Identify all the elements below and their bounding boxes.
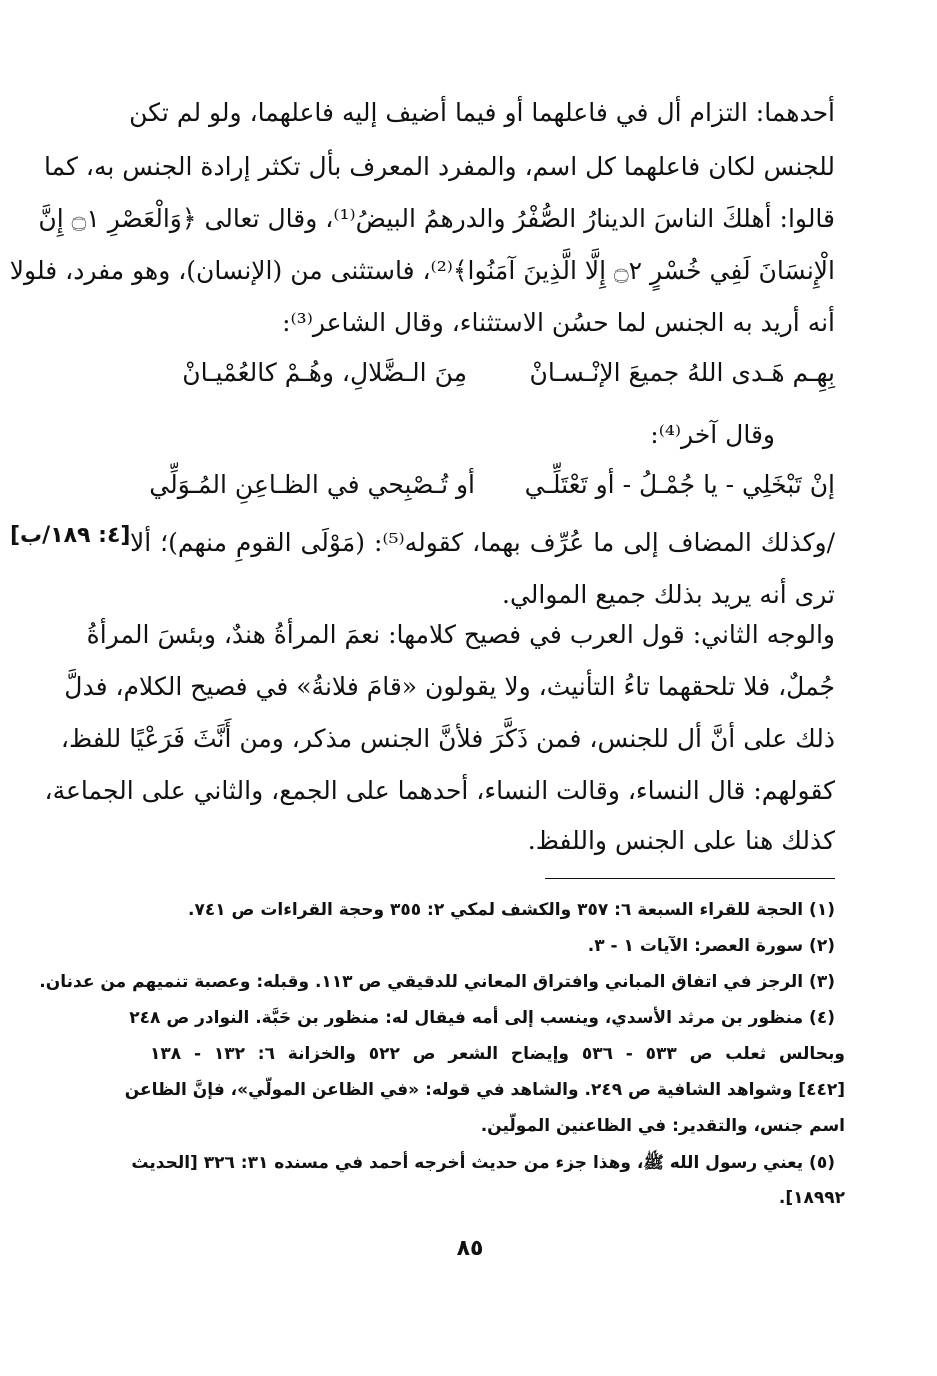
footnote-separator bbox=[545, 878, 835, 879]
footnote-4-line-2: وبحالس ثعلب ص ٥٣٣ - ٥٣٦ وإيضاح الشعر ص ٥٢٢ والخزانة ٦: ١٣٢ - ١٣٨ bbox=[150, 1044, 845, 1064]
body-line-8: والوجه الثاني: قول العرب في فصيح كلامها: نعمَ المرأةُ هندٌ، وبئسَ المرأةُ bbox=[86, 620, 835, 649]
footnote-5-line-1: (٥) يعني رسول الله ﷺ، وهذا جزء من حديث أخرجه أحمد في مسنده ٣١: ٣٢٦ [الحديث bbox=[131, 1153, 835, 1173]
body-line-7: ترى أنه يريد بذلك جميع الموالي. bbox=[502, 580, 835, 609]
body-line-4: الْإِنسَانَ لَفِي خُسْرٍ ۝٢ إِلَّا الَّذِينَ آمَنُوا﴾⁽²⁾، فاستثنى من (الإنسان)، وهو مفرد، فلولا bbox=[9, 256, 835, 285]
footnote-4-line-1: (٤) منظور بن مرثد الأسدي، وينسب إلى أمه فيقال له: منظور بن حَبَّة. النوادر ص ٢٤٨ bbox=[129, 1008, 835, 1028]
footnote-4-line-4: اسم جنس، والتقدير: في الظاعنين المولّين. bbox=[480, 1116, 845, 1136]
footnote-1: (١) الحجة للقراء السبعة ٦: ٣٥٧ والكشف لمكي ٢: ٣٥٥ وحجة القراءات ص ٧٤١. bbox=[188, 900, 835, 920]
body-line-12: كذلك هنا على الجنس واللفظ. bbox=[527, 826, 835, 855]
footnote-4-line-3: [٤٤٢] وشواهد الشافية ص ٢٤٩. والشاهد في قوله: «في الظاعن المولّي»، فإنَّ الظاعن bbox=[124, 1080, 845, 1100]
verse-2-first-hemistich: إنْ تَبْخَلِي - يا جُمْـلُ - أو تَعْتَلِّـي bbox=[524, 470, 835, 499]
footnote-5-line-2: ١٨٩٩٢]. bbox=[778, 1188, 845, 1208]
footnote-3: (٣) الرجز في اتفاق المباني وافتراق المعاني للدقيقي ص ١١٣. وقبله: وعصبة تنميهم من عدنان. bbox=[39, 972, 835, 992]
body-line-2: للجنس لكان فاعلهما كل اسم، والمفرد المعرف بأل تكثر إرادة الجنس به، كما bbox=[43, 152, 835, 181]
body-line-1: أحدهما: التزام أل في فاعلهما أو فيما أضيف إليه فاعلهما، ولو لم تكن bbox=[129, 98, 835, 127]
body-line-5: أنه أريد به الجنس لما حسُن الاستثناء، وقال الشاعر⁽³⁾: bbox=[282, 308, 835, 337]
page-number: ٨٥ bbox=[456, 1236, 484, 1261]
another-poet-line: وقال آخر⁽⁴⁾: bbox=[650, 420, 775, 449]
body-line-10: ذلك على أنَّ أل للجنس، فمن ذَكَّرَ فلأنَّ الجنس مذكر، ومن أَنَّثَ فَرَعْيًا للفظ، bbox=[60, 724, 835, 753]
verse-1-first-hemistich: بِهِـم هَـدى اللهُ جميعَ الإنْـسـانْ bbox=[529, 358, 835, 387]
verse-1-second-hemistich: مِنَ الـضَّلالِ، وهُـمْ كالعُمْيـانْ bbox=[182, 358, 467, 387]
body-line-6: /وكذلك المضاف إلى ما عُرِّف بهما، كقوله⁽⁵⁾: (مَوْلَى القومِ منهم)؛ ألا bbox=[130, 528, 835, 557]
body-line-9: جُملٌ، فلا تلحقهما تاءُ التأنيث، ولا يقولون «قامَ فلانةُ» في فصيح الكلام، فدلَّ bbox=[64, 672, 835, 701]
body-line-3: قالوا: أهلكَ الناسَ الدينارُ الصُّفْرُ والدرهمُ البيضُ⁽¹⁾، وقال تعالى ﴿وَالْعَصْرِ ۝١ إِنَّ bbox=[38, 204, 835, 233]
verse-2-second-hemistich: أو تُـصْبِحي في الظـاعِنِ المُـوَلِّي bbox=[149, 470, 475, 499]
footnote-2: (٢) سورة العصر: الآيات ١ - ٣. bbox=[587, 936, 835, 956]
manuscript-folio-reference: [٤: ١٨٩/ب] bbox=[10, 523, 131, 548]
body-line-11: كقولهم: قال النساء، وقالت النساء، أحدهما على الجمع، والثاني على الجماعة، bbox=[44, 776, 835, 805]
